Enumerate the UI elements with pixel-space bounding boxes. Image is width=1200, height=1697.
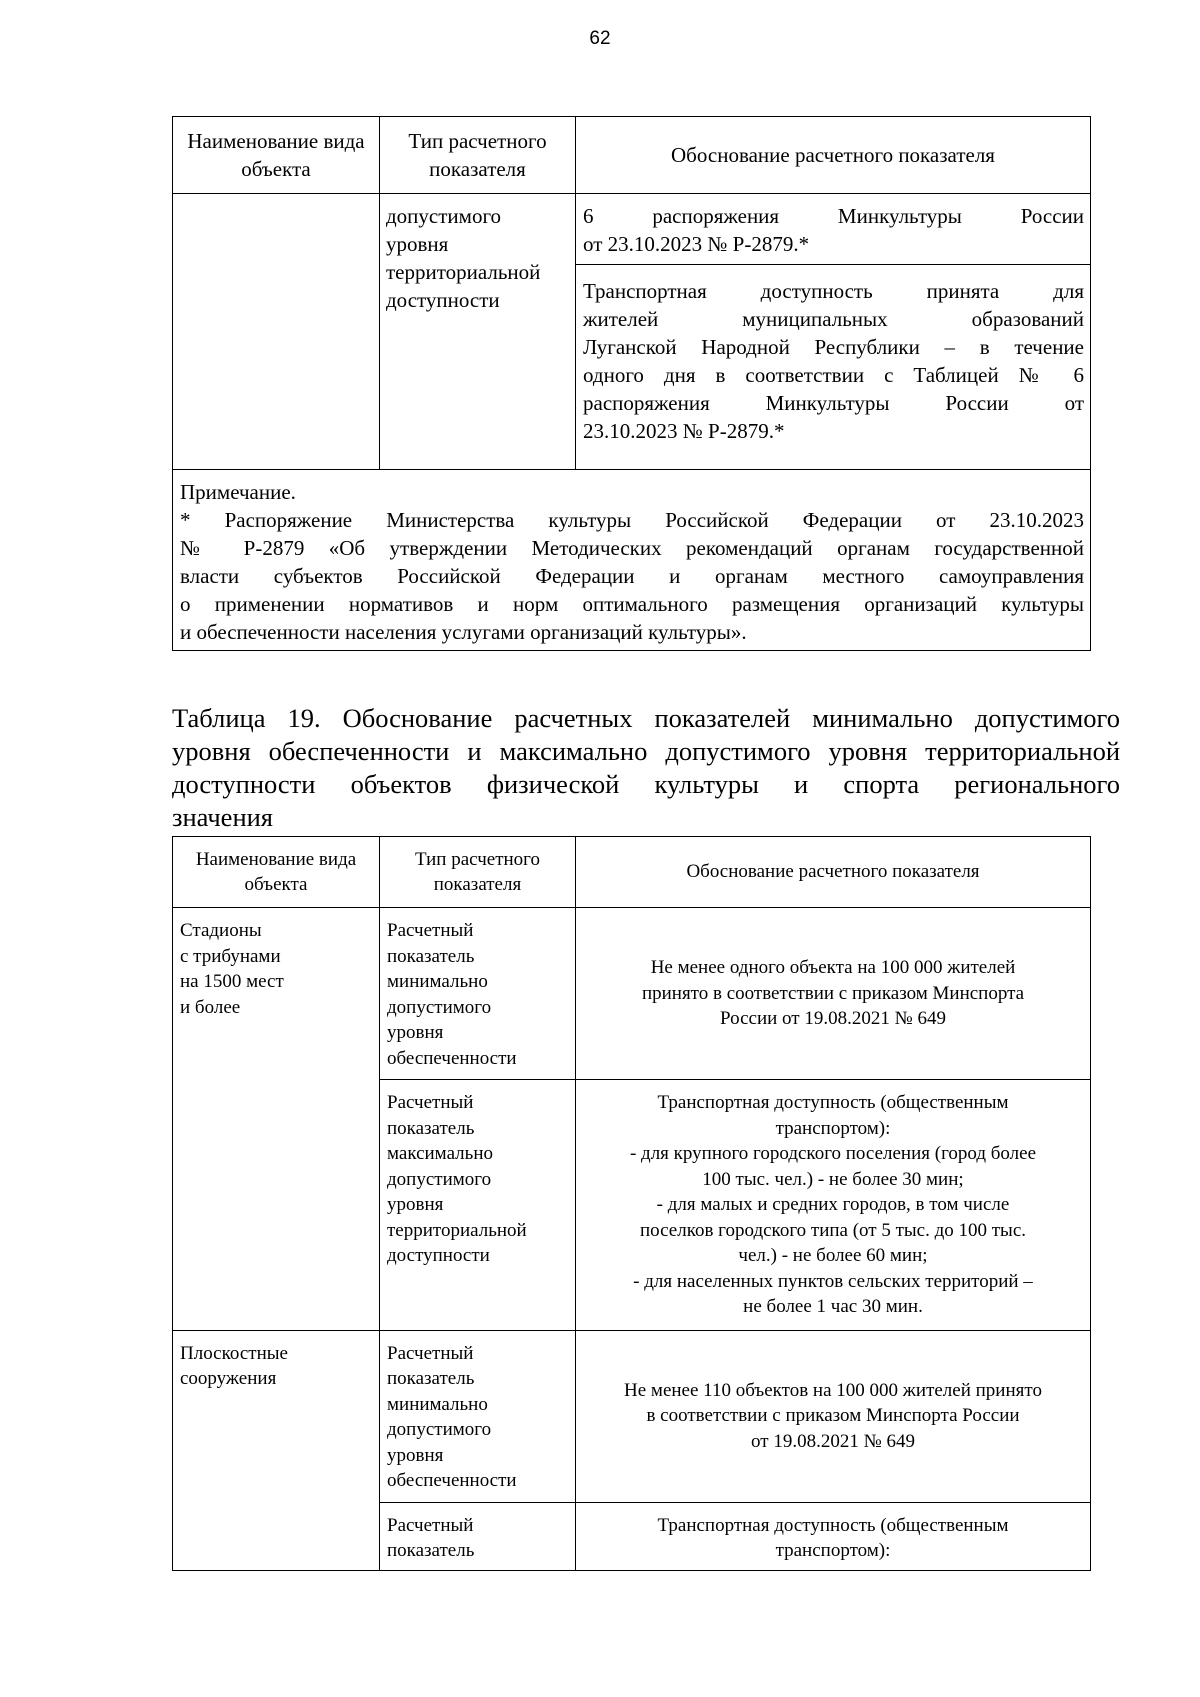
text-line: России от 19.08.2021 № 649 <box>720 1008 946 1030</box>
text-line: на 1500 мест <box>180 971 284 992</box>
text-line: Транспортная доступность (общественным <box>657 1092 1009 1113</box>
text-line: Не менее 110 объектов на 100 000 жителей принято <box>624 1379 1042 1401</box>
text-line: Расчетный <box>387 920 474 941</box>
table-header-row <box>173 117 1091 194</box>
text-line: допустимого <box>386 204 502 228</box>
text-line: доступности объектов физической культуры и спорта регионального <box>172 769 1120 799</box>
text-line: от 23.10.2023 № Р-2879.* <box>583 232 810 256</box>
text-line: * Распоряжение Министерства культуры Российской Федерации от 23.10.2023 <box>180 508 1084 532</box>
justification-cell <box>576 1502 1091 1570</box>
indicator-type-cell <box>380 908 576 1080</box>
text-line: Транспортная доступность (общественным <box>657 1514 1009 1536</box>
text-line: территориальной <box>387 1219 527 1241</box>
text-line: - для крупного городского поселения (город более <box>629 1143 1037 1164</box>
text-line: Транспортная доступность принята для <box>583 279 1084 303</box>
text-line: не более 1 час 30 мин. <box>743 1296 923 1317</box>
text-line: максимально <box>387 1143 493 1164</box>
text-line: от 19.08.2021 № 649 <box>751 1430 915 1452</box>
text-line: уровня <box>387 1022 444 1043</box>
note-row <box>173 470 1091 651</box>
text-line: власти субъектов Российской Федерации и органам местного самоуправления <box>180 564 1084 588</box>
text-line: - для малых и средних городов, в том числе <box>656 1194 1010 1215</box>
text-line: - для населенных пунктов сельских территорий – <box>633 1270 1033 1292</box>
justification-cell <box>576 1330 1091 1502</box>
text-line: и более <box>180 996 241 1018</box>
text-line: Плоскостные <box>180 1342 288 1364</box>
text-line: Не менее одного объекта на 100 000 жителей <box>650 957 1016 979</box>
text-line: обеспеченности <box>387 1047 517 1069</box>
table-row <box>173 1330 1091 1502</box>
page-number: 62 <box>589 28 611 49</box>
justification-cell <box>576 1080 1091 1331</box>
text-line: № Р-2879 «Об утверждении Методических рекомендаций органам государственной <box>180 536 1084 560</box>
text-line: значения <box>172 802 273 832</box>
text-line: показатель <box>387 1540 475 1561</box>
text-line: с трибунами <box>180 945 281 967</box>
text-line: минимально <box>387 1393 488 1415</box>
indicator-type-cell <box>380 1330 576 1502</box>
header-indicator-type: Тип расчетного показателя <box>380 117 576 194</box>
text-line: показатель <box>387 945 475 967</box>
indicator-type-cell <box>380 194 576 470</box>
text-line: уровня обеспеченности и максимально допустимого уровня территориальной <box>172 736 1120 766</box>
text-line: Расчетный <box>387 1092 474 1113</box>
text-line: поселков городского типа (от 5 тыс. до 100 тыс. <box>639 1219 1027 1241</box>
text-line: Расчетный <box>387 1342 474 1364</box>
text-line: уровня <box>387 1194 444 1215</box>
text-line: 100 тыс. чел.) - не более 30 мин; <box>702 1168 964 1190</box>
text-line: чел.) - не более 60 мин; <box>738 1245 928 1266</box>
text-line: о применении нормативов и норм оптимального размещения организаций культуры <box>180 592 1084 616</box>
note-cell <box>173 470 1091 651</box>
table-19-sport-objects <box>172 836 1091 1571</box>
object-name-cell <box>173 908 380 1331</box>
justification-cell <box>576 908 1091 1080</box>
table-header-row <box>173 837 1091 908</box>
header-object-name: Наименование вида объекта <box>173 837 380 908</box>
text-line: доступности <box>386 288 500 312</box>
text-line: допустимого <box>387 1419 492 1440</box>
text-line: доступности <box>387 1245 490 1266</box>
text-line: обеспеченности <box>387 1470 517 1491</box>
text-line: допустимого <box>387 1168 492 1190</box>
header-indicator-type: Тип расчетного показателя <box>380 837 576 908</box>
note-title: Примечание. <box>180 480 296 504</box>
table-cultural-objects-continued <box>172 116 1091 651</box>
table-19-caption <box>172 702 1120 834</box>
text-line: 23.10.2023 № Р-2879.* <box>583 419 785 443</box>
text-line: показатель <box>387 1117 475 1139</box>
text-line: допустимого <box>387 996 492 1018</box>
text-line: распоряжения Минкультуры России от <box>583 391 1084 415</box>
justification-cell <box>576 194 1091 265</box>
text-line: и обеспеченности населения услугами организаций культуры». <box>180 620 747 644</box>
text-line: Луганской Народной Республики – в течение <box>583 335 1084 359</box>
text-line: уровня <box>387 1444 444 1466</box>
text-line: минимально <box>387 971 488 992</box>
object-name-cell <box>173 194 380 470</box>
object-name-cell <box>173 1330 380 1570</box>
text-line: территориальной <box>386 260 541 284</box>
justification-cell <box>576 265 1091 470</box>
header-object-name: Наименование вида объекта <box>173 117 380 194</box>
text-line: показатель <box>387 1368 475 1389</box>
table-row <box>173 908 1091 1080</box>
header-justification: Обоснование расчетного показателя <box>576 837 1091 908</box>
text-line: в соответствии с приказом Минспорта России <box>646 1405 1020 1427</box>
indicator-type-cell <box>380 1080 576 1331</box>
text-line: 6 распоряжения Минкультуры России <box>583 204 1084 228</box>
text-line: Таблица 19. Обоснование расчетных показателей минимально допустимого <box>172 703 1120 733</box>
text-line: Расчетный <box>387 1514 474 1536</box>
text-line: сооружения <box>180 1368 277 1389</box>
text-line: жителей муниципальных образований <box>583 307 1084 331</box>
header-justification: Обоснование расчетного показателя <box>576 117 1091 194</box>
table-row <box>173 194 1091 265</box>
indicator-type-cell <box>380 1502 576 1570</box>
text-line: транспортом): <box>775 1540 891 1561</box>
text-line: транспортом): <box>775 1117 891 1139</box>
text-line: одного дня в соответствии с Таблицей № 6 <box>583 363 1084 387</box>
text-line: уровня <box>386 232 449 256</box>
text-line: Стадионы <box>180 920 262 941</box>
text-line: принято в соответствии с приказом Минспорта <box>641 982 1025 1004</box>
